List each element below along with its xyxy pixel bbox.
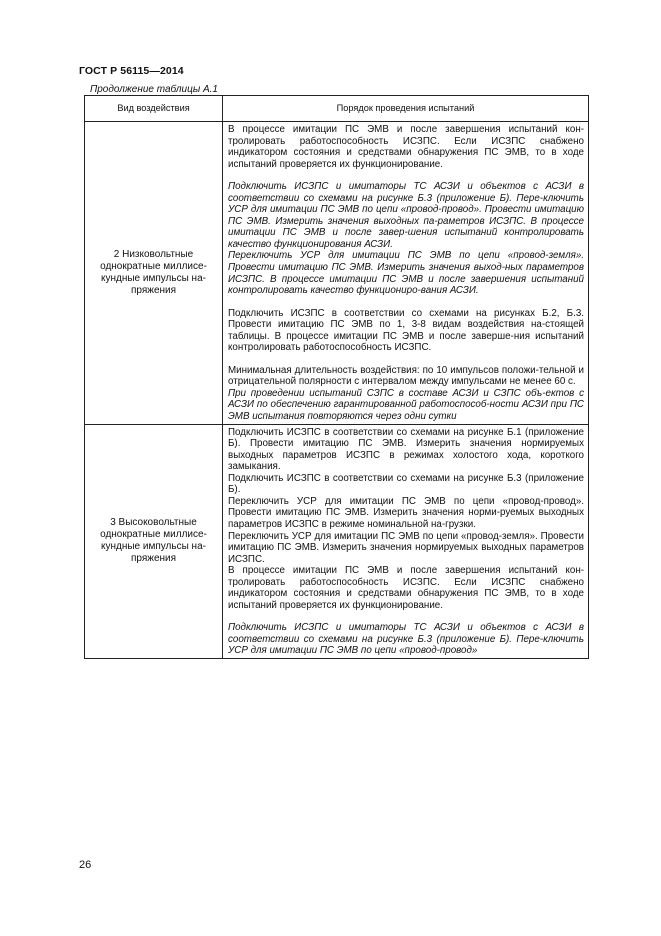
procedure-cell: [223, 122, 589, 425]
column-header-impact-type: Вид воздействия: [85, 96, 223, 122]
procedure-paragraph: При проведении испытаний СЗПС в составе АСЗИ и СЗПС объ-ектов с АСЗИ по обеспечению гарантированной работоспособ-ности АСЗИ при ПС ЭМВ испытания повторяются через одни сутки: [228, 387, 584, 423]
procedure-paragraph: Минимальная длительность воздействия: по 10 импульсов положи-тельной и отрицательной полярности с интервалом между импульсами не менее 60 с.: [228, 364, 584, 388]
tests-table: [84, 95, 589, 659]
column-header-test-procedure: Порядок проведения испытаний: [223, 96, 589, 122]
procedure-paragraph: Переключить УСР для имитации ПС ЭМВ по цепи «провод-провод». Провести имитацию ПС ЭМВ. Измерить значения норми-руемых выходных параметров ИСЗПС в режиме номинальной на-грузки.: [228, 495, 584, 530]
table-caption: Продолжение таблицы А.1: [90, 84, 218, 95]
page-number: 26: [79, 859, 92, 871]
table-header-row: [85, 96, 589, 122]
procedure-cell: [223, 424, 589, 658]
procedure-paragraph: Подключить ИСЗПС и имитаторы ТС АСЗИ и объектов с АСЗИ в соответствии со схемами на рисунке Б.3 (приложение Б). Пере-ключить УСР для имитации ПС ЭМВ по цепи «провод-провод». Провести имитацию ПС ЭМВ. Измерить значения выходных па-раметров ИСЗПС. В процессе имитации ПС ЭМВ и после завер-шения испытаний контролировать качество функционирования АСЗИ.: [228, 181, 584, 250]
procedure-paragraph: В процессе имитации ПС ЭМВ и после завершения испытаний кон-тролировать работоспособность ИСЗПС. Если ИСЗПС снабжено индикатором состояния и средствами обнаружения ПС ЭМВ, то в ходе испытаний проверяется их функционирование.: [228, 565, 584, 611]
impact-type-cell: 3 Высоковольтные однократные миллисе-кундные импульсы на-пряжения: [85, 424, 223, 658]
table-row: [85, 424, 589, 658]
document-header: ГОСТ Р 56115—2014: [79, 65, 184, 77]
procedure-paragraph: Подключить ИСЗПС в соответствии со схемами на рисунке Б.1 (приложение Б). Провести имитацию ПС ЭМВ. Измерить значения нормируемых выходных параметров ИСЗПС в режимах холостого хода, короткого замыкания.: [228, 426, 584, 473]
table-row: [85, 122, 589, 425]
procedure-paragraph: Переключить УСР для имитации ПС ЭМВ по цепи «провод-земля». Провести имитацию ПС ЭМВ. Измерить значения выход-ных параметров ИСЗПС. В процессе имитации ПС ЭМВ и после завершения испытаний контролировать качество функциониро-вания АСЗИ.: [228, 250, 584, 297]
procedure-paragraph: Подключить ИСЗПС в соответствии со схемами на рисунках Б.2, Б.3. Провести имитацию ПС ЭМВ по 1, 3-8 видам воздействия на-стоящей таблицы. В процессе имитации ПС ЭМВ и после заверше-ния испытаний контролировать работоспособность ИСЗПС.: [228, 307, 584, 354]
impact-type-cell: 2 Низковольтные однократные миллисе-кундные импульсы на-пряжения: [85, 122, 223, 425]
procedure-paragraph: В процессе имитации ПС ЭМВ и после завершения испытаний кон-тролировать работоспособность ИСЗПС. Если ИСЗПС снабжено индикатором состояния и средствами обнаружения ПС ЭМВ, то в ходе испытаний проверяется их функционирование.: [228, 124, 584, 170]
procedure-paragraph: Подключить ИСЗПС в соответствии со схемами на рисунке Б.3 (приложение Б).: [228, 472, 584, 496]
procedure-paragraph: Подключить ИСЗПС и имитаторы ТС АСЗИ и объектов с АСЗИ в соответствии со схемами на рисунке Б.3 (приложение Б). Пере-ключить УСР для имитации ПС ЭМВ по цепи «провод-провод»: [228, 622, 584, 657]
procedure-paragraph: Переключить УСР для имитации ПС ЭМВ по цепи «провод-земля». Провести имитацию ПС ЭМВ. Измерить значения нормируемых выходных параметров ИСЗПС.: [228, 530, 584, 565]
